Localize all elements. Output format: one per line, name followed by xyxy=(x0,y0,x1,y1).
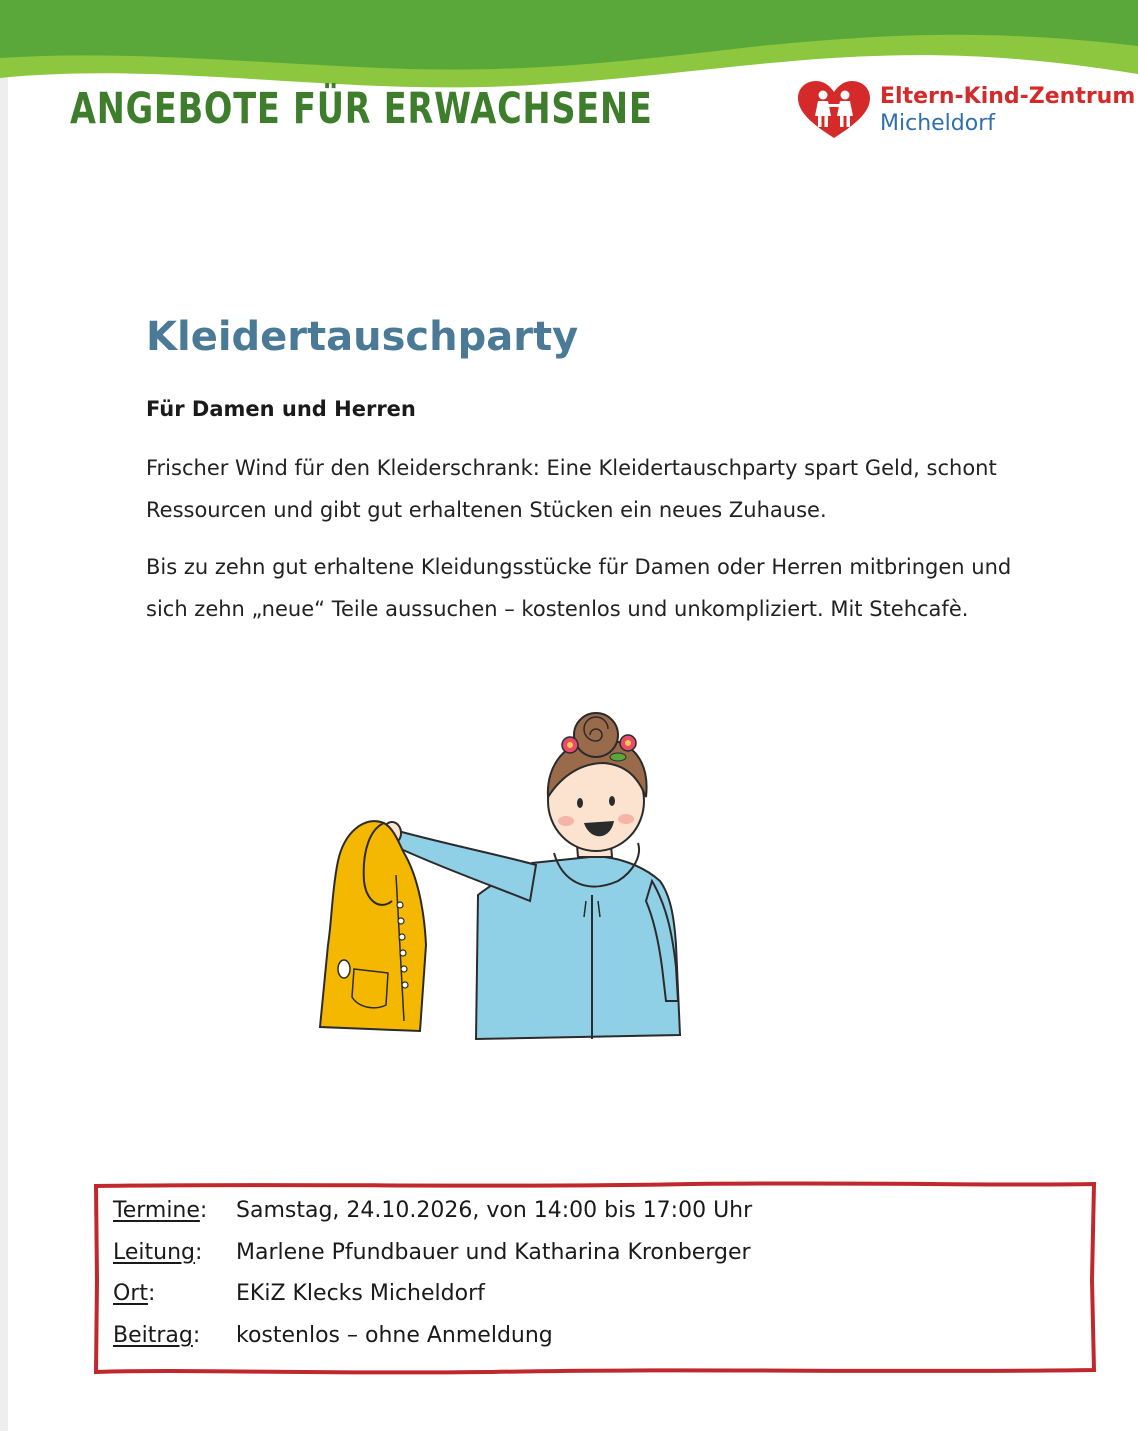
woman-holding-yellow-jacket-illustration xyxy=(300,705,700,1050)
info-label-beitrag: Beitrag: xyxy=(113,1323,201,1348)
logo-line-primary: Eltern-Kind-Zentrum xyxy=(880,84,1136,109)
logo-line-secondary: Micheldorf xyxy=(880,111,995,136)
info-value-termine: Samstag, 24.10.2026, von 14:00 bis 17:00 Uhr xyxy=(236,1198,753,1223)
event-info-box xyxy=(92,1180,1098,1376)
logo xyxy=(796,80,1136,142)
info-label-termine: Termine: xyxy=(113,1198,208,1223)
event-description-1: Frischer Wind für den Kleiderschrank: Eine Kleidertauschparty spart Geld, schont Ressourcen und gibt gut erhaltenen Stücken ein neues Zuhause. xyxy=(146,456,997,522)
event-title: Kleidertauschparty xyxy=(146,314,579,360)
event-description-2: Bis zu zehn gut erhaltene Kleidungsstücke für Damen oder Herren mitbringen und sich zehn „neue“ Teile aussuchen – kostenlos und unkompliziert. Mit Stehcafè. xyxy=(146,555,1012,621)
info-value-ort: EKiZ Klecks Micheldorf xyxy=(236,1281,485,1306)
info-label-leitung: Leitung: xyxy=(113,1240,203,1265)
info-value-leitung: Marlene Pfundbauer und Katharina Kronberger xyxy=(236,1240,751,1265)
event-subtitle: Für Damen und Herren xyxy=(146,397,416,421)
info-value-beitrag: kostenlos – ohne Anmeldung xyxy=(236,1323,553,1348)
page-edge xyxy=(0,0,8,1431)
section-title: ANGEBOTE FÜR ERWACHSENE xyxy=(70,84,653,134)
info-label-ort: Ort: xyxy=(113,1281,156,1306)
heart-children-icon xyxy=(796,80,872,140)
